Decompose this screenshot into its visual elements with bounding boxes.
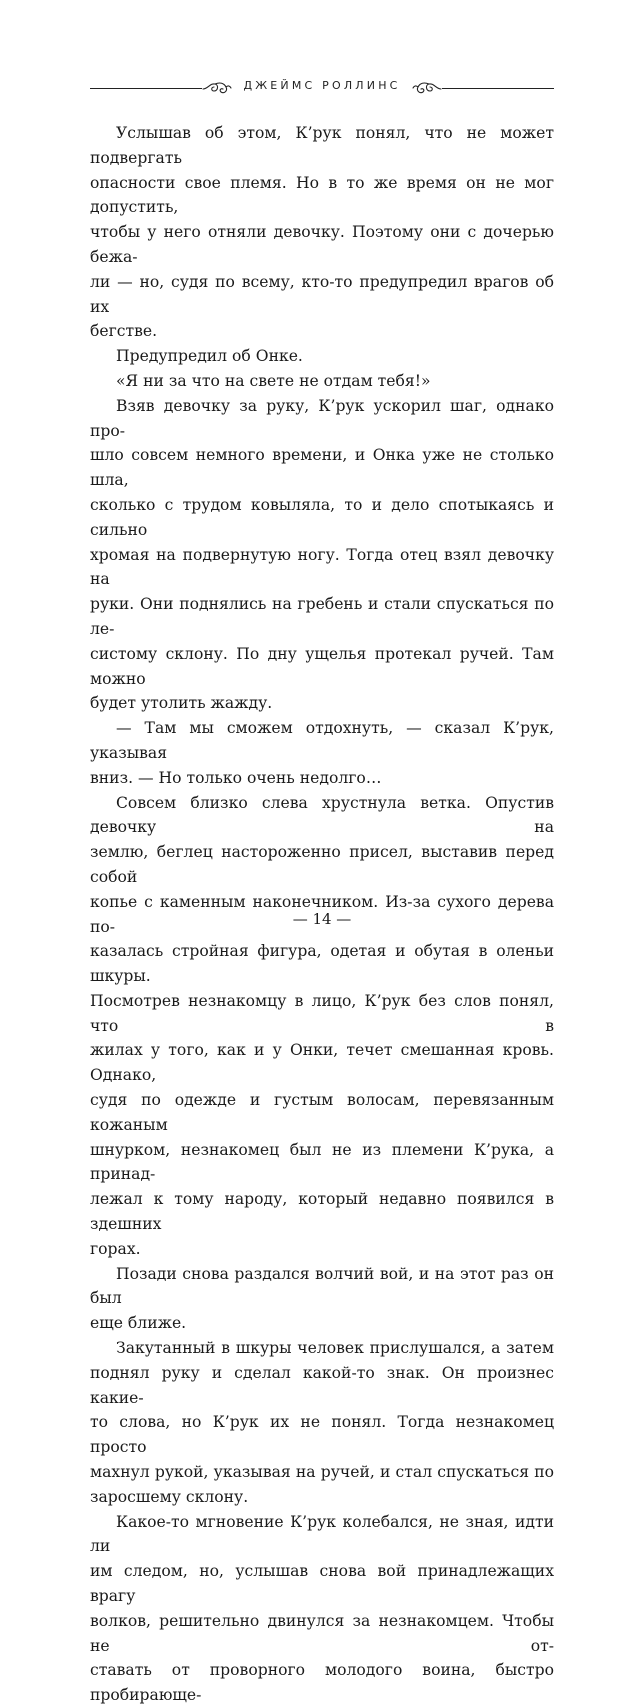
text-line: лежал к тому народу, который недавно появился в здешних [90, 1190, 554, 1234]
text-line: хромая на подвернутую ногу. Тогда отец взял девочку на [90, 545, 554, 589]
text-line: жилах у того, как и у Онки, течет смешанная кровь. Однако, [90, 1041, 554, 1085]
text-line: шло совсем немного времени, и Онка уже не столько шла, [90, 446, 554, 490]
text-line: ставать от проворного молодого воина, быстро пробирающе- [90, 1661, 554, 1705]
text-line: руки. Они поднялись на гребень и стали спускаться по ле- [90, 595, 554, 638]
text-line: «Я ни за что на свете не отдам тебя!» [116, 371, 431, 390]
text-line: им следом, но, услышав снова вой принадлежащих врагу [90, 1562, 554, 1606]
text-line: Закутанный в шкуры человек прислушался, а затем [116, 1339, 554, 1358]
text-line: Посмотрев незнакомцу в лицо, К’рук без слов понял, что в [90, 991, 554, 1035]
text-line: заросшему склону. [90, 1487, 249, 1506]
text-line: Какое-то мгновение К’рук колебался, не зная, идти ли [90, 1512, 554, 1556]
text-line: поднял руку и сделал какой-то знак. Он произнес какие- [90, 1363, 554, 1407]
flourish-icon [202, 79, 232, 97]
text-line: судя по одежде и густым волосам, перевязанным кожаным [90, 1091, 554, 1134]
text-line: землю, беглец настороженно присел, выставив перед собой [90, 843, 554, 886]
text-line: ли — но, судя по всему, кто-то предупредил врагов об их [90, 272, 554, 316]
flourish-icon [412, 79, 442, 97]
text-line: копье с каменным наконечником. Из-за сухого дерева по- [90, 892, 554, 936]
text-line: Совсем близко слева хрустнула ветка. Опустив девочку на [90, 793, 554, 837]
text-line: будет утолить жажду. [90, 694, 273, 713]
text-line: Взяв девочку за руку, К’рук ускорил шаг, однако про- [90, 396, 554, 440]
text-line: систому склону. По дну ущелья протекал ручей. Там можно [90, 644, 554, 688]
text-line: горах. [90, 1239, 141, 1258]
text-line: сколько с трудом ковыляла, то и дело спотыкаясь и сильно [90, 495, 554, 539]
text-line: Предупредил об Онке. [116, 347, 303, 366]
text-line: Услышав об этом, К’рук понял, что не может подвергать [90, 124, 554, 167]
text-line: Позади снова раздался волчий вой, и на этот раз он был [90, 1264, 554, 1308]
header-rule-left [90, 88, 202, 89]
text-line: махнул рукой, указывая на ручей, и стал спускаться по [90, 1463, 554, 1482]
text-line: еще ближе. [90, 1314, 187, 1333]
text-line: шнурком, незнакомец был не из племени К’рука, а принад- [90, 1140, 554, 1184]
text-line: бегстве. [90, 322, 158, 341]
running-header [90, 78, 554, 98]
header-title: ДЖЕЙМС РОЛЛИНС [243, 79, 401, 92]
text-line: чтобы у него отняли девочку. Поэтому они с дочерью бежа- [90, 223, 554, 266]
text-line: вниз. — Но только очень недолго… [90, 768, 382, 787]
text-line: волков, решительно двинулся за незнакомцем. Чтобы не от- [90, 1611, 554, 1655]
header-rule-right [442, 88, 554, 89]
text-line: казалась стройная фигура, одетая и обутая в оленьи шкуры. [90, 942, 554, 986]
text-line: — Там мы сможем отдохнуть, — сказал К’рук, указывая [90, 719, 554, 762]
text-line: то слова, но К’рук их не понял. Тогда незнакомец просто [90, 1413, 554, 1457]
text-line: опасности свое племя. Но в то же время он не мог допустить, [90, 173, 554, 217]
page-number: — 14 — [292, 910, 352, 928]
